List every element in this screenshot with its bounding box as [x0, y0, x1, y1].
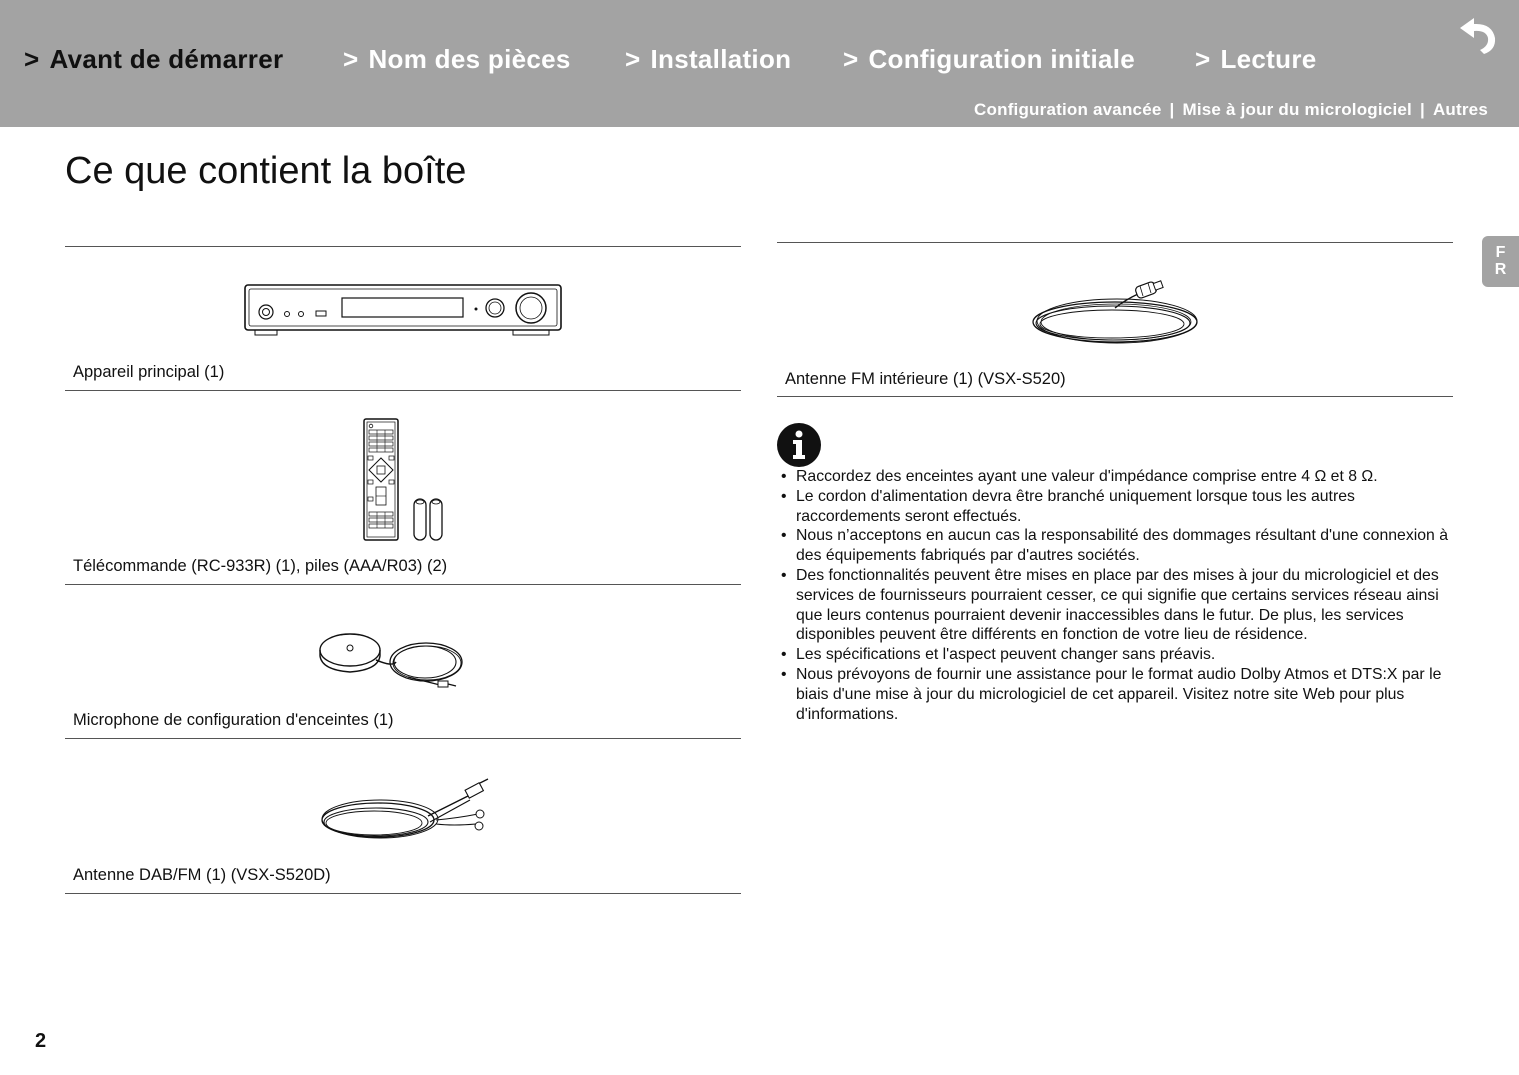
note-item: • Le cordon d'alimentation devra être branché uniquement lorsque tous les autres raccordements seront effectués.	[779, 487, 1459, 527]
note-item: • Les spécifications et l'aspect peuvent changer sans préavis.	[779, 645, 1459, 665]
nav-installation[interactable]	[625, 44, 791, 75]
subnav-mise-a-jour[interactable]: Mise à jour du micrologiciel	[1182, 100, 1412, 119]
receiver-unit-illustration	[243, 283, 565, 344]
language-tab-letter: R	[1494, 261, 1507, 278]
subnav-separator: |	[1169, 100, 1175, 119]
divider	[65, 584, 741, 585]
note-item: • Nous n’acceptons en aucun cas la responsabilité des dommages résultant d'une connexion à des équipements fabriqués par d'autres sociétés.	[779, 526, 1459, 566]
chevron-right-icon: >	[843, 44, 859, 74]
item-label: Antenne DAB/FM (1) (VSX-S520D)	[73, 866, 331, 884]
secondary-navigation	[974, 100, 1488, 120]
nav-label: Avant de démarrer	[49, 44, 284, 74]
divider	[65, 738, 741, 739]
subnav-configuration-avancee[interactable]: Configuration avancée	[974, 100, 1162, 119]
chevron-right-icon: >	[24, 44, 40, 74]
info-icon	[776, 422, 822, 468]
indoor-fm-antenna-illustration	[1030, 280, 1200, 351]
item-label: Microphone de configuration d'enceintes (1)	[73, 711, 394, 729]
setup-microphone-illustration	[318, 622, 468, 697]
page-number: 2	[35, 1030, 47, 1052]
notes-list	[779, 467, 1459, 724]
language-tab-letter: F	[1495, 244, 1506, 261]
item-label: Appareil principal (1)	[73, 363, 225, 381]
remote-control-illustration	[362, 417, 448, 548]
item-label: Télécommande (RC-933R) (1), piles (AAA/R03) (2)	[73, 557, 448, 575]
page-title: Ce que contient la boîte	[65, 150, 467, 192]
note-item: • Des fonctionnalités peuvent être mises en place par des mises à jour du micrologiciel et des services de fournisseurs pourraient cesser, ce qui signifie que certains services réseau ainsi que leurs contenus pourraient devenir inaccessibles dans le futur. De plus, les services disponibles peuvent être différents en fonction de votre lieu de résidence.	[779, 566, 1459, 645]
nav-label: Configuration initiale	[868, 44, 1136, 74]
top-navigation-bar	[0, 0, 1519, 127]
chevron-right-icon: >	[1195, 44, 1211, 74]
divider	[777, 242, 1453, 243]
language-tab[interactable]	[1482, 236, 1519, 287]
divider	[65, 893, 741, 894]
divider	[65, 246, 741, 247]
subnav-separator: |	[1419, 100, 1425, 119]
nav-label: Nom des pièces	[368, 44, 571, 74]
dab-fm-antenna-illustration	[318, 776, 494, 851]
chevron-right-icon: >	[343, 44, 359, 74]
nav-lecture[interactable]	[1195, 44, 1317, 75]
chevron-right-icon: >	[625, 44, 641, 74]
nav-label: Installation	[650, 44, 792, 74]
note-item: • Raccordez des enceintes ayant une valeur d'impédance comprise entre 4 Ω et 8 Ω.	[779, 467, 1459, 487]
nav-avant-de-demarrer[interactable]	[24, 44, 283, 75]
divider	[65, 390, 741, 391]
item-label: Antenne FM intérieure (1) (VSX-S520)	[785, 370, 1066, 388]
subnav-autres[interactable]: Autres	[1432, 100, 1488, 119]
return-arrow-icon[interactable]	[1450, 14, 1500, 58]
nav-label: Lecture	[1220, 44, 1317, 74]
nav-nom-des-pieces[interactable]	[343, 44, 571, 75]
nav-configuration-initiale[interactable]	[843, 44, 1135, 75]
divider	[777, 396, 1453, 397]
note-item: • Nous prévoyons de fournir une assistance pour le format audio Dolby Atmos et DTS:X par le biais d'une mise à jour du micrologiciel de cet appareil. Visitez notre site Web pour plus d'informations.	[779, 665, 1459, 724]
